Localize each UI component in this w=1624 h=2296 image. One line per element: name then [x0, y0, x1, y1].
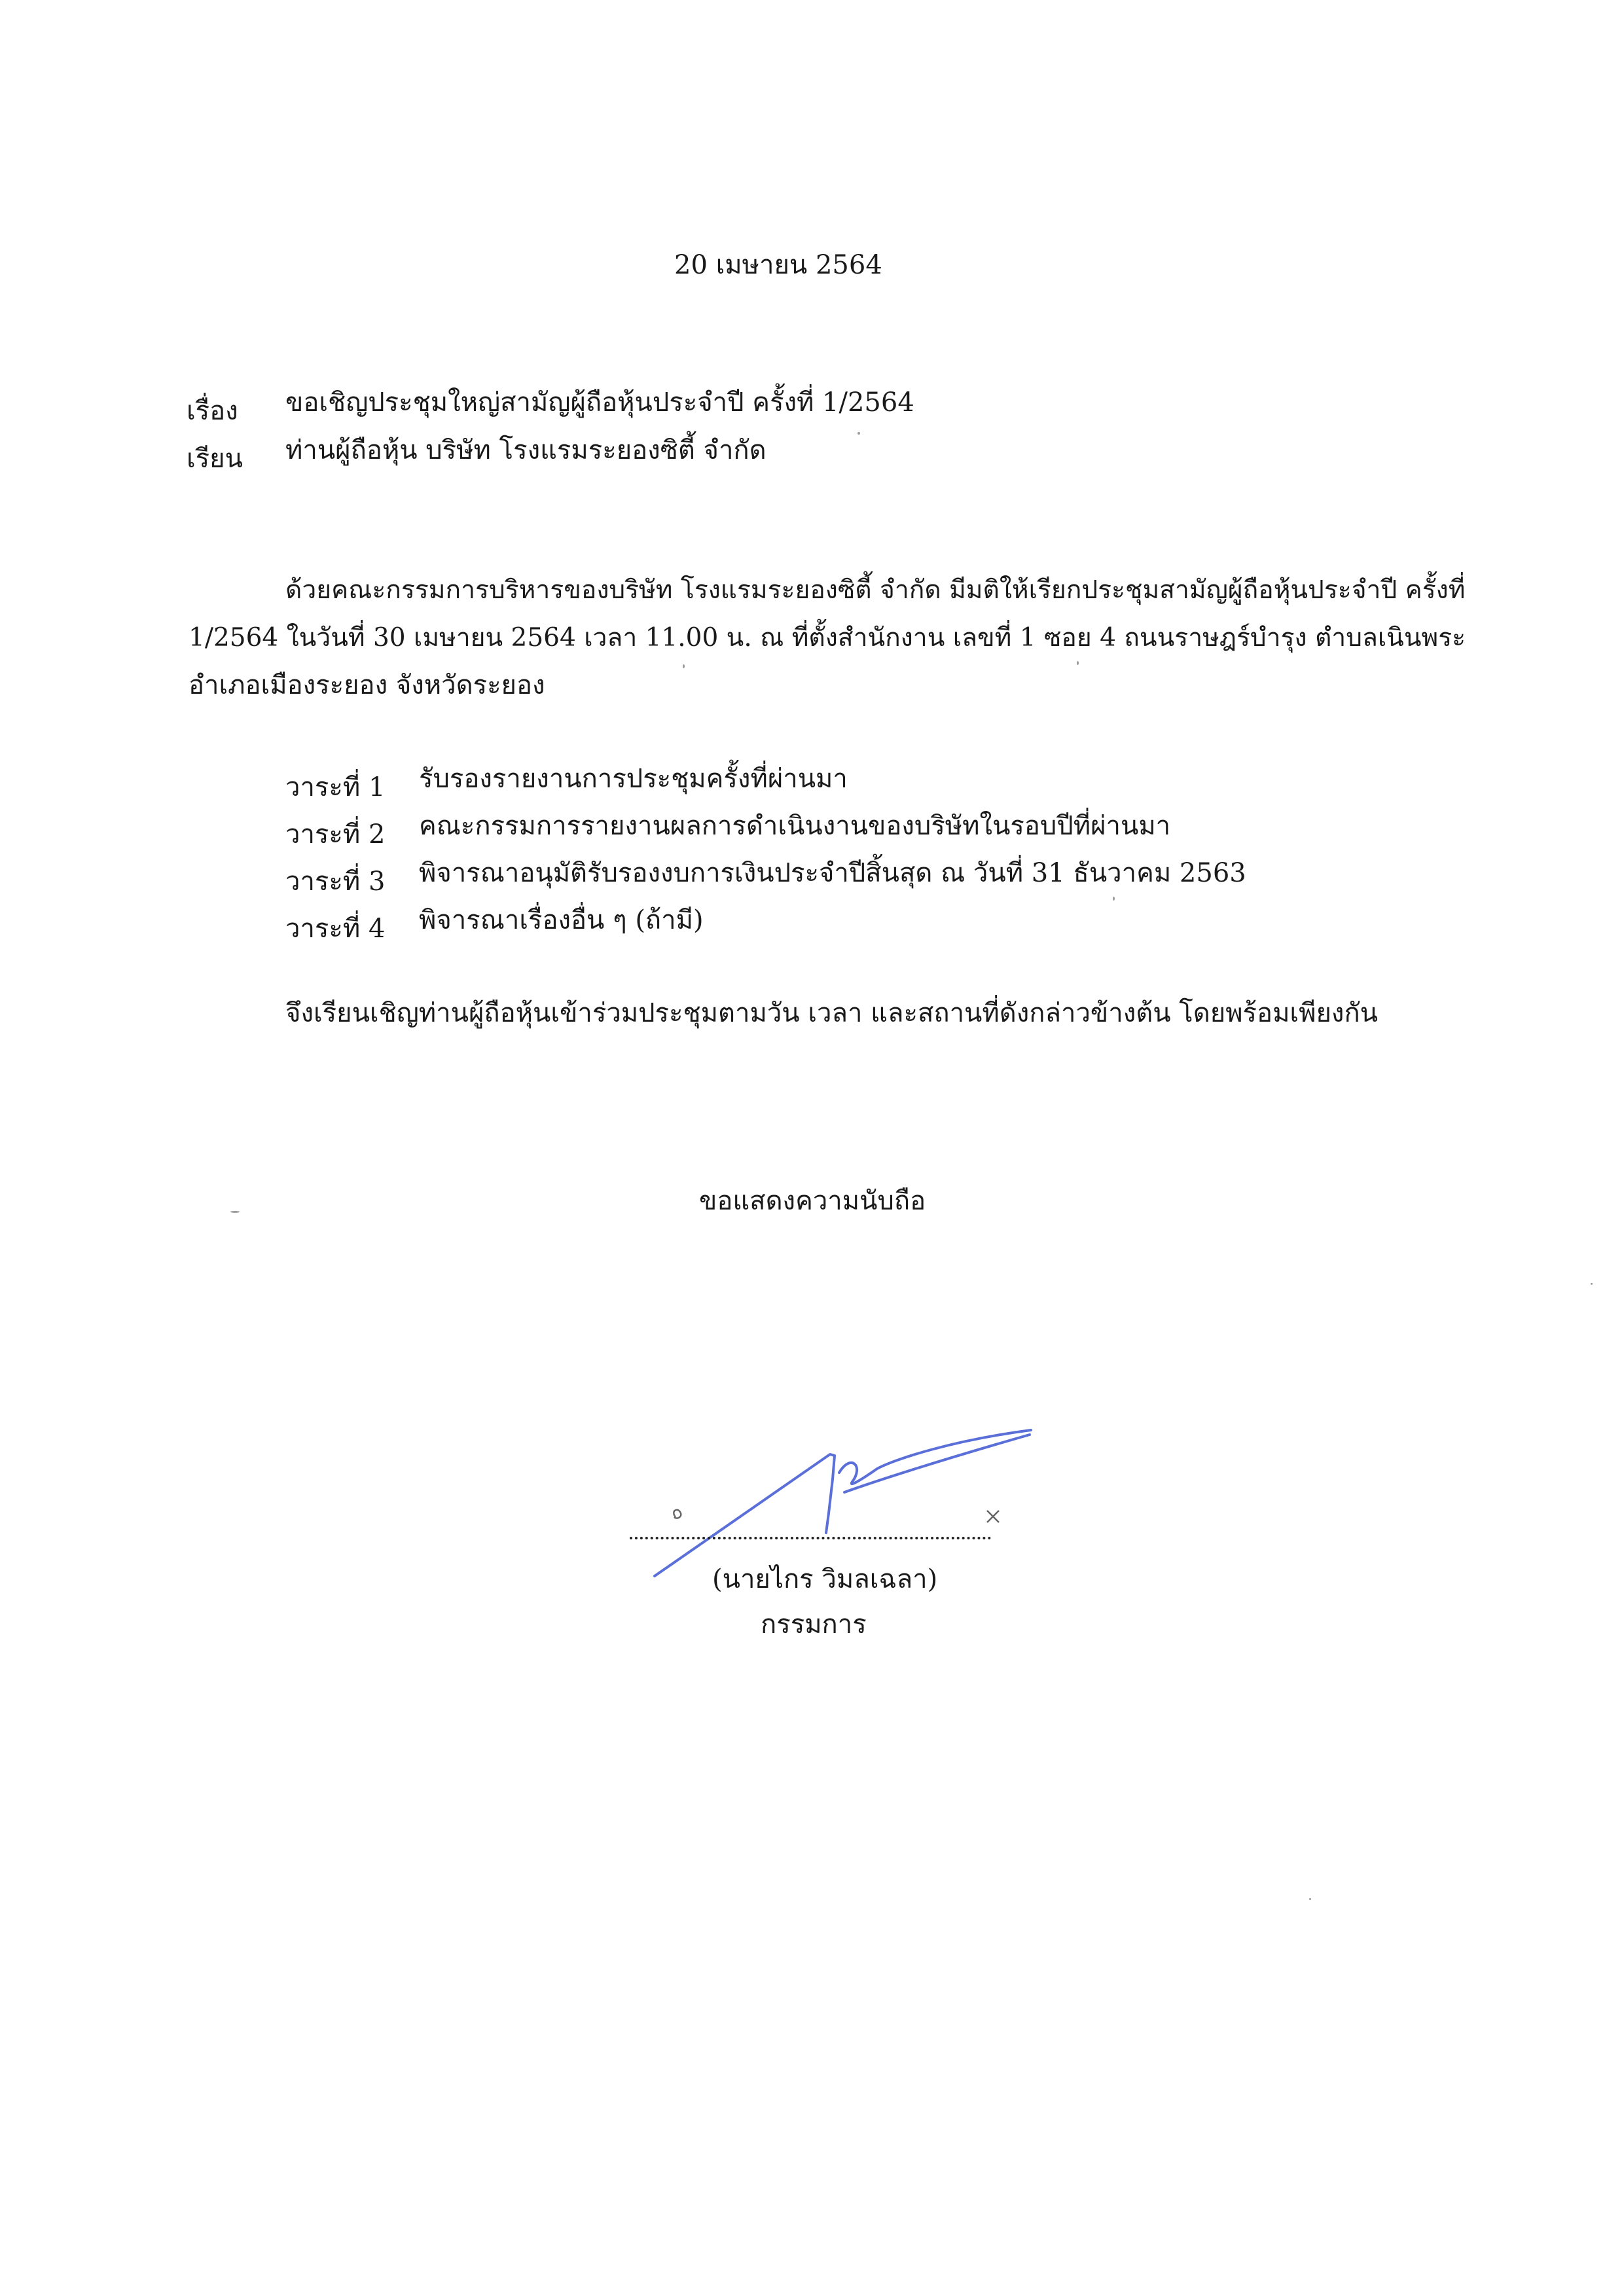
signer-name: (นายไกร วิมลเฉลา) [712, 1564, 938, 1594]
agenda-label-3: วาระที่ 3 [285, 867, 386, 897]
agenda-label-1: วาระที่ 1 [285, 772, 386, 802]
scan-speck [1591, 1283, 1593, 1285]
scan-speck [1309, 1898, 1311, 1900]
scan-speck [230, 1211, 240, 1213]
scan-speck [1077, 661, 1079, 665]
signature-dotted-line [630, 1537, 991, 1539]
body-line-2: 1/2564 ในวันที่ 30 เมษายน 2564 เวลา 11.00 น. ณ ที่ตั้งสำนักงาน เลขที่ 1 ซอย 4 ถนนราษฎร์บำรุง ตำบลเนินพระ [189, 623, 1466, 653]
agenda-text-1: รับรองรายงานการประชุมครั้งที่ผ่านมา [419, 764, 848, 794]
body-line-1: ด้วยคณะกรรมการบริหารของบริษัท โรงแรมระยองซิตี้ จำกัด มีมติให้เรียกประชุมสามัญผู้ถือหุ้นประจำปี ครั้งที่ [285, 575, 1466, 605]
subject-label: เรื่อง [187, 396, 238, 426]
closing-text: ขอแสดงความนับถือ [699, 1186, 926, 1216]
subject-text: ขอเชิญประชุมใหญ่สามัญผู้ถือหุ้นประจำปี ครั้งที่ 1/2564 [285, 387, 914, 418]
agenda-label-4: วาระที่ 4 [285, 914, 386, 944]
to-label: เรียน [187, 444, 243, 474]
scan-speck [857, 432, 860, 435]
agenda-text-3: พิจารณาอนุมัติรับรองงบการเงินประจำปีสิ้นสุด ณ วันที่ 31 ธันวาคม 2563 [419, 858, 1246, 888]
letter-date: 20 เมษายน 2564 [674, 250, 882, 280]
scan-speck [1113, 897, 1115, 901]
scan-speck [683, 664, 685, 668]
agenda-text-4: พิจารณาเรื่องอื่น ๆ (ถ้ามี) [419, 905, 704, 935]
invitation-text: จึงเรียนเชิญท่านผู้ถือหุ้นเข้าร่วมประชุมตามวัน เวลา และสถานที่ดังกล่าวข้างต้น โดยพร้อมเพียงกัน [285, 998, 1379, 1028]
agenda-label-2: วาระที่ 2 [285, 819, 386, 850]
to-text: ท่านผู้ถือหุ้น บริษัท โรงแรมระยองซิตี้ จำกัด [285, 435, 767, 465]
signer-title: กรรมการ [761, 1609, 867, 1640]
agenda-text-2: คณะกรรมการรายงานผลการดำเนินงานของบริษัทในรอบปีที่ผ่านมา [419, 811, 1171, 841]
body-line-3: อำเภอเมืองระยอง จังหวัดระยอง [189, 670, 545, 700]
signature-icon [648, 1427, 1041, 1584]
